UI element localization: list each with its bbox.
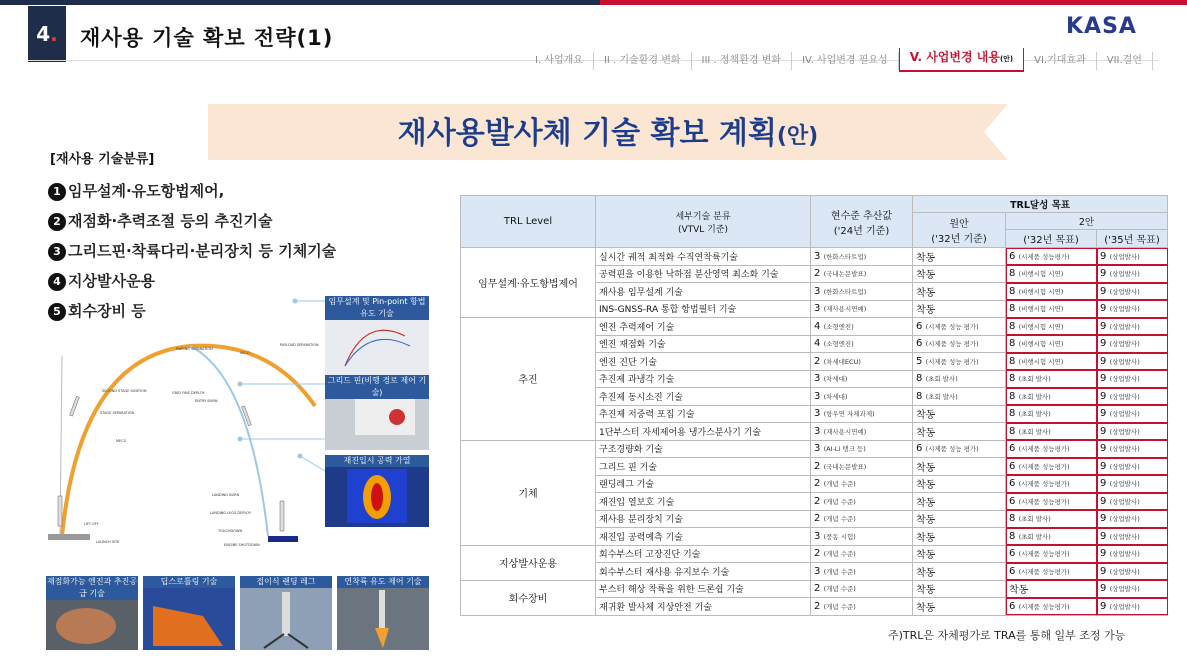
- group-name: 회수장비: [461, 580, 596, 615]
- current-cell: 3 (항우연 자체과제): [811, 405, 913, 423]
- thumb-restart-engine: [46, 576, 138, 650]
- goal-35-cell: 9 (상업발사): [1097, 283, 1168, 301]
- goal-35-cell: 9 (상업발사): [1097, 510, 1168, 528]
- kasa-logo: [1066, 14, 1137, 39]
- thumb-landing-legs: [240, 576, 332, 650]
- current-cell: 2 (개념 수준): [811, 545, 913, 563]
- original-cell: 6 (시제품 성능 평가): [913, 318, 1006, 336]
- label-engine-shutdown: ENGINE SHUTDOWN: [224, 543, 260, 547]
- banner-title: [208, 108, 1008, 152]
- group-name: 기체: [461, 440, 596, 545]
- detail-cell: 구조경량화 기술: [596, 440, 811, 458]
- goal-35-cell: 9 (상업발사): [1097, 370, 1168, 388]
- classification-item: 4 지상발사운용: [48, 266, 336, 296]
- thumb-caption: 연착륙 유도 제어 기술: [337, 576, 429, 588]
- ascent-arc: [62, 346, 315, 536]
- original-cell: 착동: [913, 598, 1006, 616]
- original-cell: 착동: [913, 248, 1006, 266]
- goal-32-cell: 6 (시제품 성능평가): [1006, 493, 1097, 511]
- original-cell: 착동: [913, 493, 1006, 511]
- goal-32-cell: 8 (초회 발사): [1006, 510, 1097, 528]
- label-second-stage-ignition: SECOND STAGE IGNITION: [102, 389, 147, 393]
- thumb-navigation: [325, 296, 429, 376]
- goal-35-cell: 9 (상업발사): [1097, 248, 1168, 266]
- original-cell: 6 (시제품 성능 평가): [913, 440, 1006, 458]
- goal-35-cell: 9 (상업발사): [1097, 300, 1168, 318]
- goal-32-cell: 8 (초회 발사): [1006, 528, 1097, 546]
- group-name: 추진: [461, 318, 596, 441]
- goal-35-cell: 9 (상업발사): [1097, 458, 1168, 476]
- classification-item: 1 임무설계·유도항법제어,: [48, 176, 336, 206]
- table-row: [461, 318, 1168, 336]
- current-cell: 2 (개념 수준): [811, 493, 913, 511]
- rocket-liftoff-icon: [58, 496, 62, 526]
- label-payload-separation: PAYLOAD SEPARATION: [280, 343, 319, 347]
- goal-35-cell: 9 (상업발사): [1097, 528, 1168, 546]
- banner-title-suffix: (안): [776, 124, 819, 149]
- original-cell: 착동: [913, 458, 1006, 476]
- goal-32-cell: 8 (초회 발사): [1006, 405, 1097, 423]
- header-current: 현수준 추산값 ('24년 기준): [811, 196, 913, 248]
- current-cell: 2 (개념 수준): [811, 475, 913, 493]
- thumb-caption: 재점화가능 엔진과 추진공급 기술: [46, 577, 138, 598]
- rocket-landing-icon: [280, 501, 284, 531]
- header-goal-35: ('35년 목표): [1097, 230, 1168, 248]
- detail-cell: 재사용 임무설계 기술: [596, 283, 811, 301]
- tab-2[interactable]: II . 기술환경 변화: [594, 52, 692, 70]
- label-landing-burn: LANDING BURN: [212, 493, 240, 497]
- detail-cell: 부스터 해상 착륙을 위한 드론쉽 기술: [596, 580, 811, 598]
- original-cell: 착동: [913, 475, 1006, 493]
- number-bullet-icon: 4: [48, 273, 66, 291]
- goal-35-cell: 9 (상업발사): [1097, 545, 1168, 563]
- label-touchdown: TOUCHDOWN: [218, 529, 243, 533]
- trl-table: [460, 195, 1168, 616]
- goal-32-cell: 8 (비행시험 시연): [1006, 300, 1097, 318]
- thumb-reentry-heating: [325, 455, 429, 527]
- section-number-badge: 4 .: [28, 6, 66, 62]
- current-cell: 4 (소형엔진): [811, 335, 913, 353]
- top-border-accent: [600, 0, 1187, 5]
- original-cell: 착동: [913, 580, 1006, 598]
- drone-ship: [268, 536, 298, 542]
- goal-35-cell: 9 (상업발사): [1097, 423, 1168, 441]
- label-lift-off: LIFT-OFF: [84, 522, 99, 526]
- number-bullet-icon: 2: [48, 213, 66, 231]
- detail-cell: 추진제 저중력 포집 기술: [596, 405, 811, 423]
- tab-7[interactable]: VII.결언: [1097, 52, 1153, 70]
- detail-cell: 회수부스터 고장진단 기술: [596, 545, 811, 563]
- classification-item: 2 재점화·추력조절 등의 추진기술: [48, 206, 336, 236]
- original-cell: 착동: [913, 545, 1006, 563]
- thumb-deep-throttling: [143, 576, 235, 650]
- thumb-caption: 임무설계 및 Pin-point 항법유도 기술: [325, 296, 429, 320]
- return-arc: [190, 346, 268, 536]
- goal-32-cell: 6 (시제품 성능평가): [1006, 563, 1097, 581]
- current-cell: 3 (풍동 시험): [811, 528, 913, 546]
- goal-35-cell: 9 (상업발사): [1097, 388, 1168, 406]
- original-cell: 착동: [913, 283, 1006, 301]
- table-row: [461, 440, 1168, 458]
- label-launch-site: LAUNCH SITE: [96, 540, 120, 544]
- goal-32-cell: 8 (초회 발사): [1006, 388, 1097, 406]
- current-cell: 2 (개념 수준): [811, 598, 913, 616]
- header-original: 원안 ('32년 기준): [913, 213, 1006, 248]
- tab-4[interactable]: IV. 사업변경 필요성: [792, 52, 899, 70]
- detail-cell: 실시간 궤적 최적화 수직연착륙기술: [596, 248, 811, 266]
- section-tabs: [525, 52, 1153, 72]
- page-title: 재사용 기술 확보 전략(1): [80, 26, 334, 50]
- goal-32-cell: 착동: [1006, 580, 1097, 598]
- thumb-soft-landing: [337, 576, 429, 650]
- number-bullet-icon: 5: [48, 303, 66, 321]
- original-cell: 8 (초회 발사): [913, 370, 1006, 388]
- goal-35-cell: 9 (상업발사): [1097, 353, 1168, 371]
- group-name: 임무설계·유도항법제어: [461, 248, 596, 318]
- thumb-caption: 딥스로틀링 기술: [143, 576, 235, 588]
- number-bullet-icon: 1: [48, 183, 66, 201]
- goal-35-cell: 9 (상업발사): [1097, 563, 1168, 581]
- goal-35-cell: 9 (상업발사): [1097, 405, 1168, 423]
- goal-32-cell: 8 (초회 발사): [1006, 423, 1097, 441]
- detail-cell: 그리드 핀 기술: [596, 458, 811, 476]
- label-grid-fins-deploy: GRID FINS DEPLOY: [172, 391, 205, 395]
- goal-35-cell: 9 (상업발사): [1097, 493, 1168, 511]
- label-seco: SECO: [240, 351, 250, 355]
- section-number: 4: [36, 22, 51, 46]
- label-fairing-separation: FAIRING SEPARATION: [176, 347, 213, 351]
- goal-35-cell: 9 (상업발사): [1097, 335, 1168, 353]
- goal-35-cell: 9 (상업발사): [1097, 580, 1168, 598]
- detail-cell: 엔진 진단 기술: [596, 353, 811, 371]
- goal-32-cell: 6 (시제품 성능평가): [1006, 458, 1097, 476]
- logo-text: KASA: [1066, 14, 1137, 39]
- launch-pad: [48, 534, 90, 540]
- group-name: 지상발사운용: [461, 545, 596, 580]
- thumb-grid-fin: [325, 375, 429, 450]
- goal-32-cell: 8 (비행시험 시연): [1006, 335, 1097, 353]
- detail-cell: 회수부스터 재사용 유지보수 기술: [596, 563, 811, 581]
- original-cell: 8 (초회 발사): [913, 388, 1006, 406]
- original-cell: 착동: [913, 265, 1006, 283]
- goal-32-cell: 6 (시제품 성능평가): [1006, 598, 1097, 616]
- current-cell: 2 (개념 수준): [811, 510, 913, 528]
- original-cell: 착동: [913, 510, 1006, 528]
- current-cell: 3 (AI-Li 탱크 등): [811, 440, 913, 458]
- goal-32-cell: 6 (시제품 성능평가): [1006, 248, 1097, 266]
- goal-35-cell: 9 (상업발사): [1097, 318, 1168, 336]
- label-meco: MECO: [116, 439, 127, 443]
- original-cell: 착동: [913, 405, 1006, 423]
- thumb-caption: 접이식 랜딩 레그: [240, 576, 332, 588]
- current-cell: 3 (한화스타트업): [811, 248, 913, 266]
- current-cell: 2 (차세대ECU): [811, 353, 913, 371]
- goal-32-cell: 6 (시제품 성능평가): [1006, 545, 1097, 563]
- current-cell: 3 (한화스타트업): [811, 283, 913, 301]
- detail-cell: 추진제 과냉각 기술: [596, 370, 811, 388]
- goal-32-cell: 8 (비행시험 시연): [1006, 283, 1097, 301]
- current-cell: 2 (국내논문발표): [811, 458, 913, 476]
- detail-cell: INS-GNSS-RA 통합 항법필터 기술: [596, 300, 811, 318]
- tab-5[interactable]: V. 사업변경 내용(안): [899, 48, 1024, 72]
- original-cell: 6 (시제품 성능 평가): [913, 335, 1006, 353]
- original-cell: 5 (시제품 성능 평가): [913, 353, 1006, 371]
- current-cell: 3 (재사용시연예): [811, 300, 913, 318]
- goal-32-cell: 8 (비행시험 시연): [1006, 353, 1097, 371]
- current-cell: 3 (차세대): [811, 388, 913, 406]
- original-cell: 착동: [913, 423, 1006, 441]
- current-cell: 2 (개념 수준): [811, 580, 913, 598]
- detail-cell: 엔진 재점화 기술: [596, 335, 811, 353]
- current-cell: 3 (개념 수준): [811, 563, 913, 581]
- detail-cell: 1단부스터 자세제어용 냉가스분사기 기술: [596, 423, 811, 441]
- table-row: [461, 580, 1168, 598]
- classification-item: 3 그리드핀·착륙다리·분리장치 등 기체기술: [48, 236, 336, 266]
- detail-cell: 엔진 추력제어 기술: [596, 318, 811, 336]
- goal-32-cell: 8 (비행시험 시연): [1006, 265, 1097, 283]
- tab-1[interactable]: I. 사업개요: [525, 52, 594, 70]
- classification-heading: [재사용 기술분류]: [50, 152, 155, 167]
- detail-cell: 랜딩레그 기술: [596, 475, 811, 493]
- rocket-stage-icon: [70, 396, 80, 416]
- current-cell: 3 (차세대): [811, 370, 913, 388]
- original-cell: 착동: [913, 528, 1006, 546]
- detail-cell: 재진입 열보호 기술: [596, 493, 811, 511]
- thumb-caption: 재진입시 공력 가열: [325, 455, 429, 467]
- header-change: 2안: [1006, 213, 1168, 230]
- tab-6[interactable]: VI.기대효과: [1024, 52, 1097, 70]
- detail-cell: 재귀환 발사체 지상안전 기술: [596, 598, 811, 616]
- header-goal: TRL달성 목표: [913, 196, 1168, 213]
- header-trl-level: TRL Level: [461, 196, 596, 248]
- current-cell: 2 (국내논문발표): [811, 265, 913, 283]
- goal-35-cell: 9 (상업발사): [1097, 475, 1168, 493]
- goal-32-cell: 6 (시제품 성능평가): [1006, 475, 1097, 493]
- table-row: [461, 248, 1168, 266]
- footnote: 주)TRL은 자체평가로 TRA를 통해 일부 조정 가능: [888, 629, 1126, 642]
- original-cell: 착동: [913, 300, 1006, 318]
- detail-cell: 공력핀을 이용한 낙하점 분산영역 최소화 기술: [596, 265, 811, 283]
- detail-cell: 재사용 분리장치 기술: [596, 510, 811, 528]
- banner-title-text: 재사용발사체 기술 확보 계획: [397, 116, 777, 151]
- table-row: [461, 545, 1168, 563]
- trl-table-container: [460, 195, 1168, 616]
- goal-35-cell: 9 (상업발사): [1097, 598, 1168, 616]
- header-goal-32: ('32년 목표): [1006, 230, 1097, 248]
- thumb-caption: 그리드 핀(비행 경로 제어 기술): [325, 375, 429, 399]
- current-cell: 4 (소형엔진): [811, 318, 913, 336]
- goal-32-cell: 6 (시제품 성능평가): [1006, 440, 1097, 458]
- goal-35-cell: 9 (상업발사): [1097, 265, 1168, 283]
- goal-35-cell: 9 (상업발사): [1097, 440, 1168, 458]
- label-stage-separation: STAGE SEPARATION: [100, 411, 135, 415]
- label-landing-legs-deploy: LANDING LEGS DEPLOY: [210, 511, 251, 515]
- header-detail: 세부기술 분류 (VTVL 기준): [596, 196, 811, 248]
- detail-cell: 추진제 동시소진 기술: [596, 388, 811, 406]
- tab-3[interactable]: III . 정책환경 변화: [692, 52, 793, 70]
- original-cell: 착동: [913, 563, 1006, 581]
- goal-32-cell: 8 (초회 발사): [1006, 370, 1097, 388]
- goal-32-cell: 8 (비행시험 시연): [1006, 318, 1097, 336]
- current-cell: 3 (재사용시연예): [811, 423, 913, 441]
- detail-cell: 재진입 공력예측 기술: [596, 528, 811, 546]
- number-bullet-icon: 3: [48, 243, 66, 261]
- label-entry-burn: ENTRY BURN: [195, 399, 218, 403]
- classification-item: 5 회수장비 등: [48, 296, 336, 326]
